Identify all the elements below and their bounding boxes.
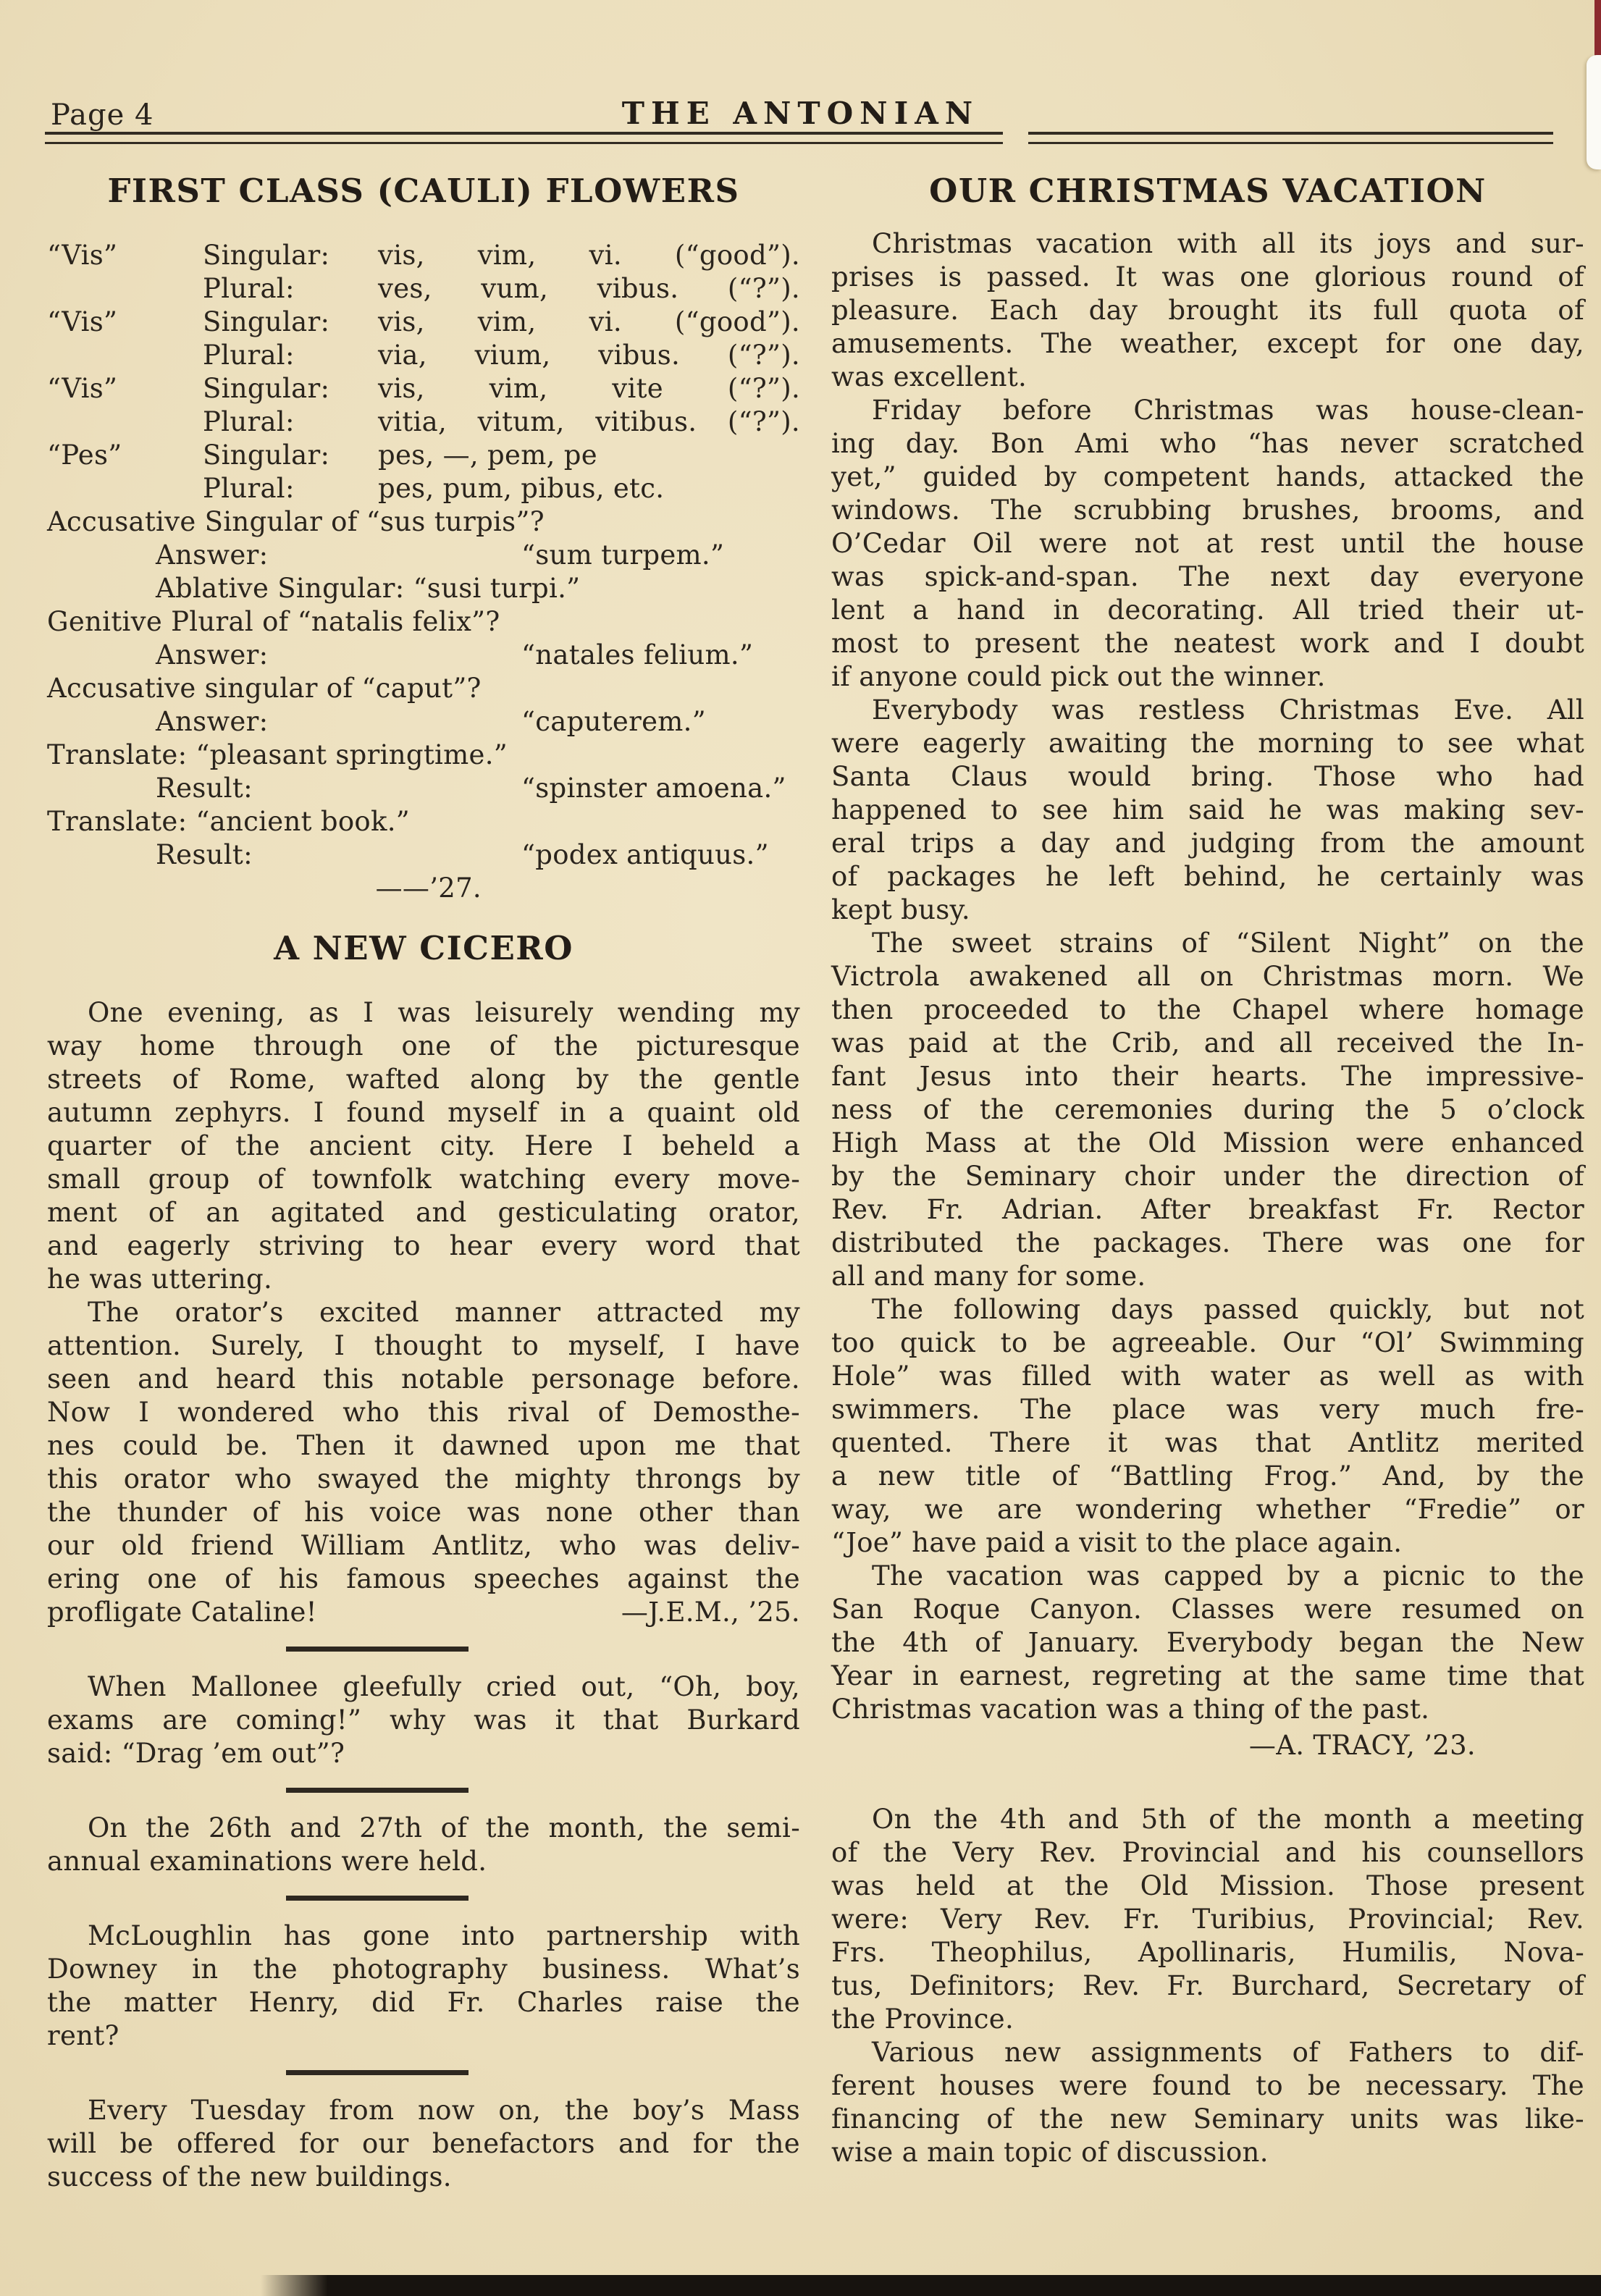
text-line: Christmas vacation with all its joys and sur- — [872, 228, 1584, 259]
text-line: Frs. Theophilus, Apollinaris, Humilis, Nova- — [831, 1937, 1584, 1968]
text-line: amusements. The weather, except for one day, — [831, 328, 1584, 359]
text-line: The following days passed quickly, but not — [872, 1294, 1584, 1325]
text-line: attention. Surely, I thought to myself, I have — [47, 1330, 800, 1361]
text-line: most to present the neatest work and I doubt — [831, 628, 1584, 659]
paragraph — [831, 394, 1584, 694]
text-line: lent a hand in decorating. All tried their ut- — [831, 594, 1584, 626]
declension-line: Answer: “natales felium.” — [156, 639, 754, 670]
text-line: Santa Claus would bring. Those who had — [831, 761, 1584, 792]
text-line: were: Very Rev. Fr. Turibius, Provincial; Rev. — [831, 1904, 1584, 1935]
text-line: ferent houses were found to be necessary. The — [831, 2070, 1584, 2101]
left-column — [47, 172, 800, 2194]
short-items — [47, 1647, 800, 2194]
text-line: Friday before Christmas was house-clean- — [872, 395, 1584, 426]
text-line: will be offered for our benefactors and for the — [47, 2128, 800, 2159]
section-title-new-cicero: A NEW CICERO — [274, 929, 573, 967]
text-line: fant Jesus into their hearts. The impressive- — [831, 1061, 1584, 1092]
text-line: ment of an agitated and gesticulating orator, — [47, 1197, 800, 1228]
text-line: ering one of his famous speeches against the — [47, 1563, 800, 1594]
masthead-title: THE ANTONIAN — [621, 96, 980, 131]
text-line: Year in earnest, regreting at the same time that — [831, 1660, 1584, 1691]
header-rule-bottom-left — [45, 142, 1003, 144]
declension-line: “Vis” Singular: vis, vim, vi. (“good”). — [47, 306, 800, 337]
text-line: happened to see him said he was making sev- — [831, 794, 1584, 825]
text-line: High Mass at the Old Mission were enhanced — [831, 1127, 1584, 1158]
text-line: financing of the new Seminary units was like- — [831, 2103, 1584, 2135]
text-line: Downey in the photography business. What’s — [47, 1954, 800, 1985]
text-line: this orator who swayed the mighty throngs by — [47, 1463, 800, 1494]
text-line: exams are coming!” why was it that Burkard — [47, 1704, 800, 1736]
text-line: wise a main topic of discussion. — [831, 2137, 1269, 2168]
declension-line: Plural: ves, vum, vibus. (“?”). — [203, 273, 800, 304]
text-line: Various new assignments of Fathers to dif- — [872, 2037, 1584, 2068]
text-line: by the Seminary choir under the direction of — [831, 1161, 1584, 1192]
text-line: all and many for some. — [831, 1261, 1146, 1292]
text-line: On the 4th and 5th of the month a meeting — [872, 1804, 1584, 1835]
text-line: ing day. Bon Ami who “has never scratched — [831, 428, 1584, 459]
text-line: “Joe” have paid a visit to the place again. — [831, 1527, 1403, 1558]
header-rule-bottom-right — [1028, 142, 1553, 144]
cicero-article-body — [47, 996, 800, 1629]
text-line: quarter of the ancient city. Here I beheld a — [47, 1130, 800, 1161]
text-line: was paid at the Crib, and all received the In- — [831, 1027, 1584, 1059]
text-line: windows. The scrubbing brushes, brooms, and — [831, 495, 1584, 526]
declension-line: Answer: “sum turpem.” — [156, 539, 725, 571]
paper-edge-notch — [1587, 55, 1601, 169]
text-line: the Province. — [831, 2003, 1014, 2035]
declension-line: Translate: “pleasant springtime.” — [47, 739, 508, 770]
scan-bottom-bar — [261, 2275, 1601, 2296]
paragraph — [831, 1293, 1584, 1560]
text-line: Hole” was filled with water as well as with — [831, 1361, 1584, 1392]
text-line: then proceeded to the Chapel where homage — [831, 994, 1584, 1025]
text-line: yet,” guided by competent hands, attacked the — [831, 461, 1584, 492]
page-number-label: Page 4 — [51, 98, 154, 132]
text-line: the 4th of January. Everybody began the New — [831, 1627, 1584, 1658]
declension-line: “Pes” Singular: pes, —, pem, pe — [47, 440, 597, 471]
text-line: kept busy. — [831, 894, 970, 925]
text-line: of the Very Rev. Provincial and his counsellors — [831, 1837, 1584, 1868]
section-title-cauli-flowers: FIRST CLASS (CAULI) FLOWERS — [107, 172, 740, 210]
text-line: swimmers. The place was very much fre- — [831, 1394, 1584, 1425]
text-line: and eagerly striving to hear every word that — [47, 1230, 800, 1261]
declension-line: Ablative Singular: “susi turpi.” — [156, 573, 581, 604]
text-line: the thunder of his voice was none other than — [47, 1497, 800, 1528]
text-line: quented. There it was that Antlitz merited — [831, 1427, 1584, 1458]
section-title-christmas-vacation: OUR CHRISTMAS VACATION — [929, 172, 1487, 210]
separator-rule — [286, 1896, 468, 1901]
paragraph — [831, 927, 1584, 1293]
text-line: of packages he left behind, he certainly was — [831, 861, 1584, 892]
declension-line: Accusative Singular of “sus turpis”? — [47, 506, 545, 537]
header-rule-top-right — [1028, 132, 1553, 135]
declension-line: Accusative singular of “caput”? — [47, 673, 482, 704]
paragraph — [47, 2094, 800, 2194]
text-line: rent? — [47, 2020, 119, 2051]
header-rule-top-left — [45, 132, 1003, 135]
paragraph — [47, 1812, 800, 1878]
text-line: a new title of “Battling Frog.” And, by the — [831, 1460, 1584, 1492]
text-line: nes could be. Then it dawned upon me that — [47, 1430, 800, 1461]
paragraph — [831, 2036, 1584, 2169]
meeting-article-body — [831, 1803, 1584, 2169]
paragraph — [47, 1670, 800, 1770]
text-line: way, we are wondering whether “Fredie” or — [831, 1494, 1584, 1525]
declension-line: Plural: pes, pum, pibus, etc. — [203, 473, 665, 504]
declension-line: “Vis” Singular: vis, vim, vite (“?”). — [47, 373, 800, 404]
declension-line: Genitive Plural of “natalis felix”? — [47, 606, 500, 637]
text-line: small group of townfolk watching every move- — [47, 1164, 800, 1195]
declension-line: Plural: vitia, vitum, vitibus. (“?”). — [203, 406, 800, 437]
text-line: prises is passed. It was one glorious round of — [831, 261, 1584, 293]
text-line — [47, 1596, 800, 1629]
paragraph — [831, 227, 1584, 394]
right-column — [831, 172, 1584, 2169]
text-line: way home through one of the picturesque — [47, 1030, 800, 1061]
text-line: Rev. Fr. Adrian. After breakfast Fr. Rector — [831, 1194, 1584, 1225]
text-line: San Roque Canyon. Classes were resumed on — [831, 1594, 1584, 1625]
text-line: Everybody was restless Christmas Eve. All — [872, 694, 1584, 726]
text-line: seen and heard this notable personage before. — [47, 1363, 800, 1395]
text-line: O’Cedar Oil were not at rest until the house — [831, 528, 1584, 559]
paragraph — [831, 1560, 1584, 1726]
text-line: tus, Definitors; Rev. Fr. Burchard, Secretary of — [831, 1970, 1584, 2001]
text-line: On the 26th and 27th of the month, the semi- — [88, 1812, 800, 1843]
text-line: The sweet strains of “Silent Night” on the — [872, 928, 1584, 959]
text-line: too quick to be agreeable. Our “Ol’ Swimming — [831, 1327, 1584, 1358]
text-line: was spick-and-span. The next day everyone — [831, 561, 1584, 592]
separator-rule — [286, 1788, 468, 1793]
text-line: if anyone could pick out the winner. — [831, 661, 1326, 692]
text-line: our old friend William Antlitz, who was deliv- — [47, 1530, 800, 1561]
text-line: the matter Henry, did Fr. Charles raise the — [47, 1987, 800, 2018]
text-line: Every Tuesday from now on, the boy’s Mass — [88, 2095, 800, 2126]
separator-rule — [286, 1647, 468, 1652]
text-line: eral trips a day and judging from the amount — [831, 828, 1584, 859]
declension-line: Answer: “caputerem.” — [156, 706, 706, 737]
paragraph — [47, 1919, 800, 2053]
text-line: were eagerly awaiting the morning to see what — [831, 728, 1584, 759]
text-line: annual examinations were held. — [47, 1846, 487, 1877]
paragraph — [831, 1803, 1584, 2036]
text-line: ness of the ceremonies during the 5 o’clock — [831, 1094, 1584, 1125]
text-line: One evening, as I was leisurely wending my — [88, 997, 800, 1028]
text-line: Now I wondered who this rival of Demosthe- — [47, 1397, 800, 1428]
text-line: Victrola awakened all on Christmas morn. We — [831, 961, 1584, 992]
paragraph — [831, 694, 1584, 927]
text-line: autumn zephyrs. I found myself in a quaint old — [47, 1097, 800, 1128]
text-line: streets of Rome, wafted along by the gentle — [47, 1064, 800, 1095]
byline-27: ——’27. — [375, 872, 482, 904]
declension-line: Result: “spinster amoena.” — [156, 773, 786, 804]
text-line: Christmas vacation was a thing of the past. — [831, 1694, 1430, 1725]
vacation-article-body — [831, 227, 1584, 1726]
text-line: pleasure. Each day brought its full quota of — [831, 295, 1584, 326]
byline-tracy: —A. TRACY, ’23. — [1248, 1730, 1476, 1761]
text-line: The vacation was capped by a picnic to the — [872, 1560, 1584, 1591]
text-line: distributed the packages. There was one for — [831, 1227, 1584, 1258]
byline-jem: —J.E.M., ’25. — [621, 1597, 800, 1628]
text-line: he was uttering. — [47, 1263, 273, 1295]
declension-line: “Vis” Singular: vis, vim, vi. (“good”). — [47, 240, 800, 271]
text-line: success of the new buildings. — [47, 2161, 452, 2192]
text-line: McLoughlin has gone into partnership with — [88, 1920, 800, 1951]
text-line: When Mallonee gleefully cried out, “Oh, boy, — [88, 1671, 800, 1702]
paragraph-end-text: profligate Cataline! — [47, 1597, 317, 1628]
text-line: The orator’s excited manner attracted my — [88, 1297, 800, 1328]
paragraph — [47, 996, 800, 1296]
declension-list — [47, 239, 800, 872]
text-line: was excellent. — [831, 361, 1028, 392]
declension-line: Translate: “ancient book.” — [47, 806, 410, 837]
text-line: said: “Drag ’em out”? — [47, 1738, 345, 1769]
separator-rule — [286, 2070, 468, 2075]
paragraph — [47, 1296, 800, 1629]
declension-line: Plural: via, vium, vibus. (“?”). — [203, 340, 800, 371]
text-line: was held at the Old Mission. Those present — [831, 1870, 1584, 1901]
declension-line: Result: “podex antiquus.” — [156, 839, 769, 870]
